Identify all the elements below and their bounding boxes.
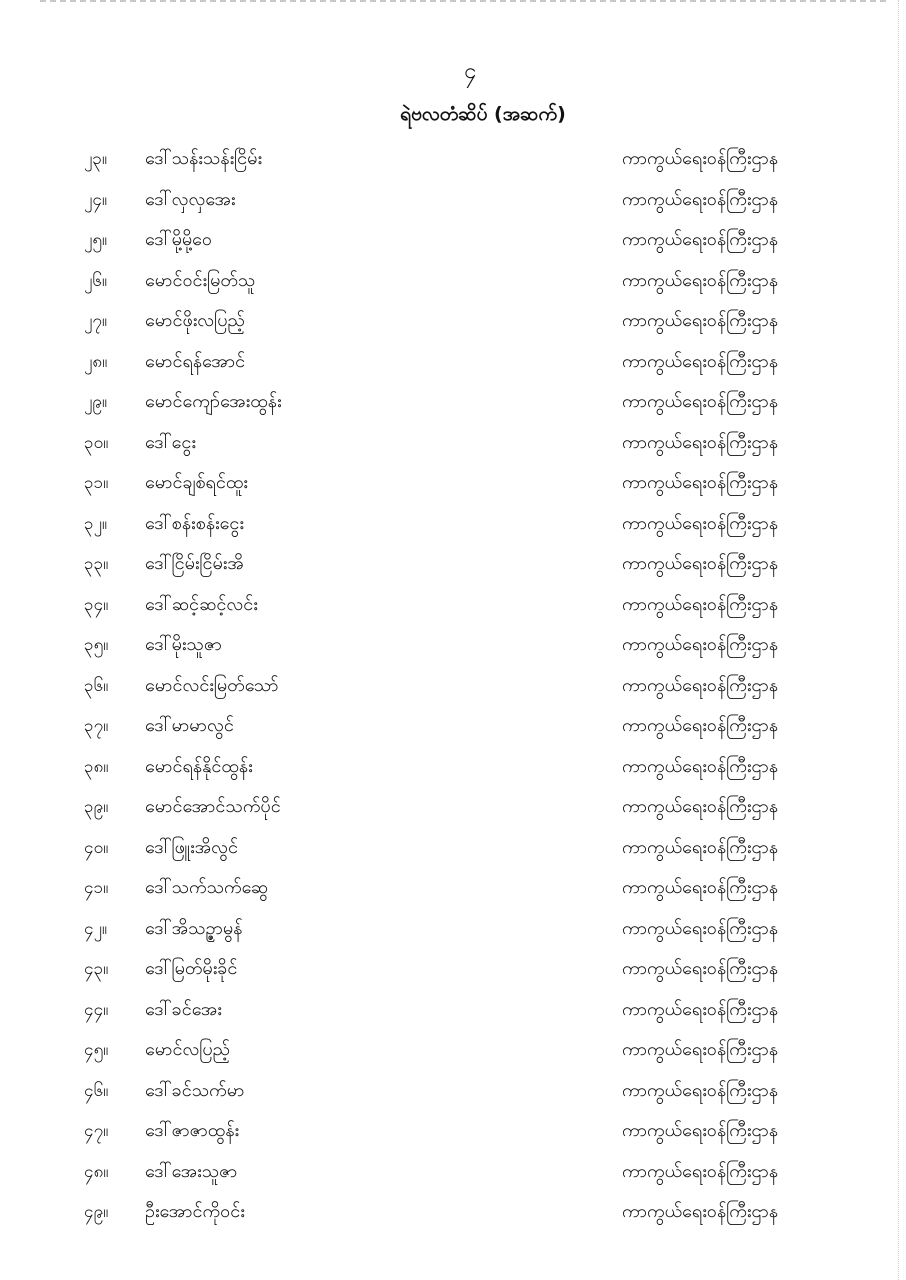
recipient-ministry: ကာကွယ်ရေးဝန်ကြီးဌာန [622,431,779,453]
list-item [0,181,906,222]
item-number: ၃၄။ [84,594,109,615]
item-number: ၄၇။ [84,1121,109,1141]
recipient-ministry: ကာကွယ်ရေးဝန်ကြီးဌာန [622,350,779,372]
recipient-ministry: ကာကွယ်ရေးဝန်ကြီးဌာန [622,917,779,939]
recipient-name: မောင်ချစ်ရင်ထူး [145,472,248,493]
recipient-ministry: ကာကွယ်ရေးဝန်ကြီးဌာန [622,715,779,736]
recipient-name: ဦးအောင်ကိုဝင်း [145,1201,245,1222]
item-number: ၃၃။ [84,554,109,574]
list-item [0,788,906,829]
recipient-ministry: ကာကွယ်ရေးဝန်ကြီးဌာန [622,1201,779,1222]
item-number: ၄၃။ [84,959,109,979]
recipient-ministry: ကာကွယ်ရေးဝန်ကြီးဌာန [622,553,779,574]
page-number: ၄ [463,59,477,84]
item-number: ၃၉။ [84,797,109,817]
list-item [0,140,906,181]
recipient-ministry: ကာကွယ်ရေးဝန်ကြီးဌာန [622,1120,779,1141]
recipient-name: ဒေါ်အိသဉ္ဇာမွန် [145,917,243,939]
item-number: ၄၀။ [84,837,109,858]
recipient-name: ဒေါ်မြတ်မိုးခိုင် [145,958,238,979]
recipient-name: မောင်ရန်အောင် [145,350,246,372]
recipient-name: မောင်ကျော်အေးထွန်း [145,391,282,412]
item-number: ၂၄။ [84,189,108,210]
recipient-ministry: ကာကွယ်ရေးဝန်ကြီးဌာန [622,310,779,331]
item-number: ၄၈။ [84,1161,109,1182]
recipient-name: ဒေါ်ငြိမ်းငြိမ်းအိ [145,553,244,574]
item-number: ၃၆။ [84,675,109,696]
recipient-ministry: ကာကွယ်ရေးဝန်ကြီးဌာန [622,593,779,615]
list-item [0,667,906,708]
recipient-name: ဒေါ်ခင်သက်မာ [145,1079,245,1101]
list-item [0,748,906,789]
scan-top-edge [40,0,886,6]
list-item [0,1153,906,1194]
list-item [0,424,906,465]
list-item [0,464,906,505]
list-item [0,1072,906,1113]
recipient-ministry: ကာကွယ်ရေးဝန်ကြီးဌာန [622,634,779,655]
list-item [0,991,906,1032]
item-number: ၂၉။ [84,392,108,412]
list-item [0,869,906,910]
item-number: ၃၇။ [84,716,109,736]
recipient-ministry: ကာကွယ်ရေးဝန်ကြီးဌာန [622,269,779,291]
recipient-ministry: ကာကွယ်ရေးဝန်ကြီးဌာန [622,229,779,250]
page-title: ရဲဗလတံဆိပ် (အဆက်) [400,103,566,125]
item-number: ၃၁။ [84,473,109,493]
item-number: ၂၇။ [84,311,108,331]
recipient-name: ဒေါ်အေးသူဇာ [145,1160,238,1182]
recipient-ministry: ကာကွယ်ရေးဝန်ကြီးဌာန [622,391,779,412]
recipient-name: မောင်အောင်သက်ပိုင် [145,796,281,817]
list-item [0,950,906,991]
recipient-name: ဒေါ်မာမာလွင် [145,715,234,736]
item-number: ၃၅။ [84,635,109,655]
list-item [0,586,906,627]
recipient-name: မောင်လင်းမြတ်သော် [145,674,279,696]
recipient-name: ဒေါ်သန်းသန်းငြိမ်း [145,148,263,169]
item-number: ၂၃။ [84,149,108,169]
recipient-ministry: ကာကွယ်ရေးဝန်ကြီးဌာန [622,958,779,979]
recipient-ministry: ကာကွယ်ရေးဝန်ကြီးဌာန [622,1079,779,1101]
list-item [0,383,906,424]
recipient-ministry: ကာကွယ်ရေးဝန်ကြီးဌာန [622,188,779,210]
award-list [0,140,906,1234]
recipient-name: မောင်လပြည့် [145,1039,231,1060]
recipient-ministry: ကာကွယ်ရေးဝန်ကြီးဌာန [622,836,779,858]
list-item [0,1031,906,1072]
recipient-name: ဒေါ်ငွေး [145,431,196,453]
recipient-ministry: ကာကွယ်ရေးဝန်ကြီးဌာန [622,674,779,696]
item-number: ၃၈။ [84,756,109,777]
list-item [0,505,906,546]
recipient-ministry: ကာကွယ်ရေးဝန်ကြီးဌာန [622,512,779,534]
item-number: ၂၅။ [84,230,108,250]
recipient-ministry: ကာကွယ်ရေးဝန်ကြီးဌာန [622,755,779,777]
list-item [0,707,906,748]
recipient-ministry: ကာကွယ်ရေးဝန်ကြီးဌာန [622,796,779,817]
recipient-name: ဒေါ်မို့မို့ဝေ [145,229,213,250]
item-number: ၄၅။ [84,1040,109,1060]
list-item [0,262,906,303]
item-number: ၄၉။ [84,1202,109,1222]
recipient-name: ဒေါ်ဆင့်ဆင့်လင်း [145,593,258,615]
recipient-ministry: ကာကွယ်ရေးဝန်ကြီးဌာန [622,472,779,493]
list-item [0,545,906,586]
item-number: ၃၀။ [84,432,109,453]
recipient-ministry: ကာကွယ်ရေးဝန်ကြီးဌာန [622,998,779,1020]
recipient-name: ဒေါ်လှလှအေး [145,188,236,210]
recipient-name: ဒေါ်ဖြူးအိလွင် [145,836,239,858]
item-number: ၂၈။ [84,351,108,372]
recipient-name: ဒေါ်ခင်အေး [145,998,222,1020]
item-number: ၃၂။ [84,513,108,534]
list-item [0,1193,906,1234]
list-item [0,910,906,951]
list-item [0,829,906,870]
list-item [0,302,906,343]
list-item [0,343,906,384]
item-number: ၄၆။ [84,1080,109,1101]
recipient-name: ဒေါ်စန်းစန်းငွေး [145,512,244,534]
item-number: ၄၄။ [84,999,109,1020]
recipient-name: မောင်ဖိုးလပြည့် [145,310,245,331]
list-item [0,221,906,262]
recipient-ministry: ကာကွယ်ရေးဝန်ကြီးဌာန [622,1039,779,1060]
recipient-name: ဒေါ်မိုးသူဇာ [145,634,222,655]
recipient-ministry: ကာကွယ်ရေးဝန်ကြီးဌာန [622,148,779,169]
list-item [0,626,906,667]
recipient-ministry: ကာကွယ်ရေးဝန်ကြီးဌာန [622,1160,779,1182]
recipient-ministry: ကာကွယ်ရေးဝန်ကြီးဌာန [622,877,779,898]
item-number: ၂၆။ [84,270,108,291]
recipient-name: မောင်ဝင်းမြတ်သူ [145,269,256,291]
list-item [0,1112,906,1153]
recipient-name: ဒေါ်ဇာဇာထွန်း [145,1120,240,1141]
recipient-name: မောင်ရန်နိုင်ထွန်း [145,755,253,777]
item-number: ၄၂။ [84,918,108,939]
recipient-name: ဒေါ်သက်သက်ဆွေ [145,877,269,898]
item-number: ၄၁။ [84,878,109,898]
